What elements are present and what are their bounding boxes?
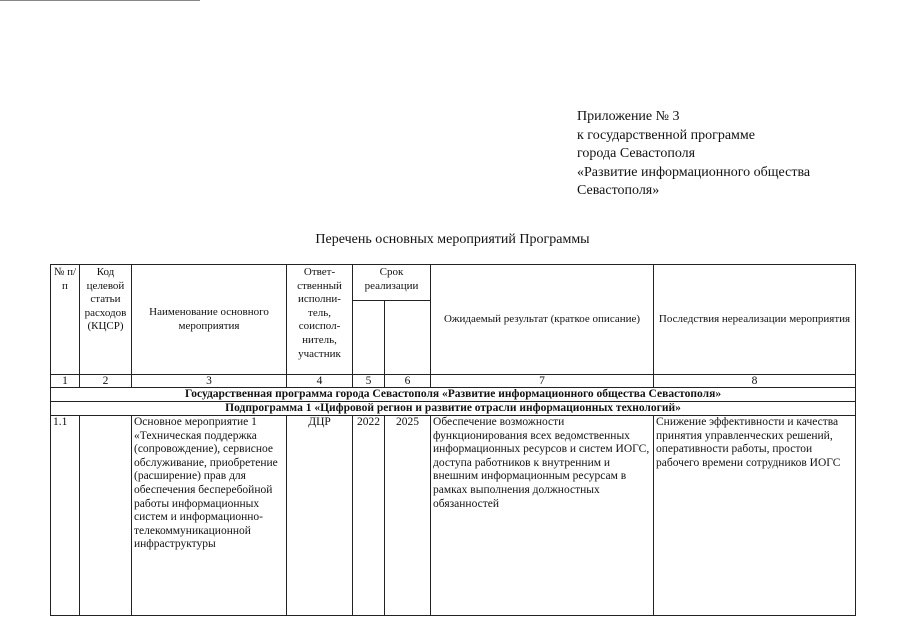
header-consequence: Последствия нереализации мероприятия <box>654 265 856 375</box>
header-end <box>385 301 431 375</box>
header-responsible: Ответ-ственный исполни-тель, соиспол-нитель, участник <box>287 265 353 375</box>
program-row <box>51 388 856 402</box>
program-title: Государственная программа города Севастополя «Развитие информационного общества Севастополя» <box>51 388 856 402</box>
header-row <box>51 265 856 301</box>
page-title: Перечень основных мероприятий Программы <box>315 232 590 247</box>
header-name: Наименование основного мероприятия <box>132 265 287 375</box>
column-number: 3 <box>132 375 287 388</box>
column-number: 1 <box>51 375 80 388</box>
column-number: 7 <box>431 375 654 388</box>
column-number: 5 <box>353 375 385 388</box>
column-number-row <box>51 375 856 388</box>
top-edge-line <box>0 0 200 1</box>
row-name: Основное мероприятие 1 «Техническая поддержка (сопровождение), сервисное обслуживание, приобретение (расширение) прав для обеспечения бесперебойной работы информационных систем и информационно-телекоммуникационной инфраструктуры <box>132 416 287 616</box>
row-consequence: Снижение эффективности и качества принятия управленческих решений, оперативности работы, простои рабочего времени сотрудников ИОГС <box>654 416 856 616</box>
column-number: 8 <box>654 375 856 388</box>
row-num: 1.1 <box>51 416 80 616</box>
measures-table <box>50 264 856 616</box>
subprogram-row <box>51 402 856 416</box>
table-row <box>51 416 856 616</box>
annex-line-2: к государственной программе <box>577 127 755 143</box>
row-responsible: ДЦР <box>287 416 353 616</box>
header-term: Срок реализации <box>353 265 431 301</box>
header-kcsr: Код целевой статьи расходов (КЦСР) <box>80 265 132 375</box>
header-result: Ожидаемый результат (краткое описание) <box>431 265 654 375</box>
column-number: 4 <box>287 375 353 388</box>
row-result: Обеспечение возможности функционирования всех ведомственных информационных ресурсов и систем ИОГС, доступа работников к внутренним и внешним информационным ресурсам в рамках выполнения должностных обязанностей <box>431 416 654 616</box>
annex-line-4: «Развитие информационного общества <box>577 164 811 180</box>
subprogram-title: Подпрограмма 1 «Цифровой регион и развитие отрасли информационных технологий» <box>51 402 856 416</box>
row-end-year: 2025 <box>385 416 431 616</box>
row-start-year: 2022 <box>353 416 385 616</box>
annex-line-3: города Севастополя <box>577 146 696 161</box>
column-number: 6 <box>385 375 431 388</box>
header-num: № п/п <box>51 265 80 375</box>
column-number: 2 <box>80 375 132 388</box>
header-start <box>353 301 385 375</box>
row-kcsr <box>80 416 132 616</box>
annex-block <box>577 108 810 201</box>
annex-line-5: Севастополя» <box>577 183 660 198</box>
annex-line-1: Приложение № 3 <box>577 109 680 124</box>
